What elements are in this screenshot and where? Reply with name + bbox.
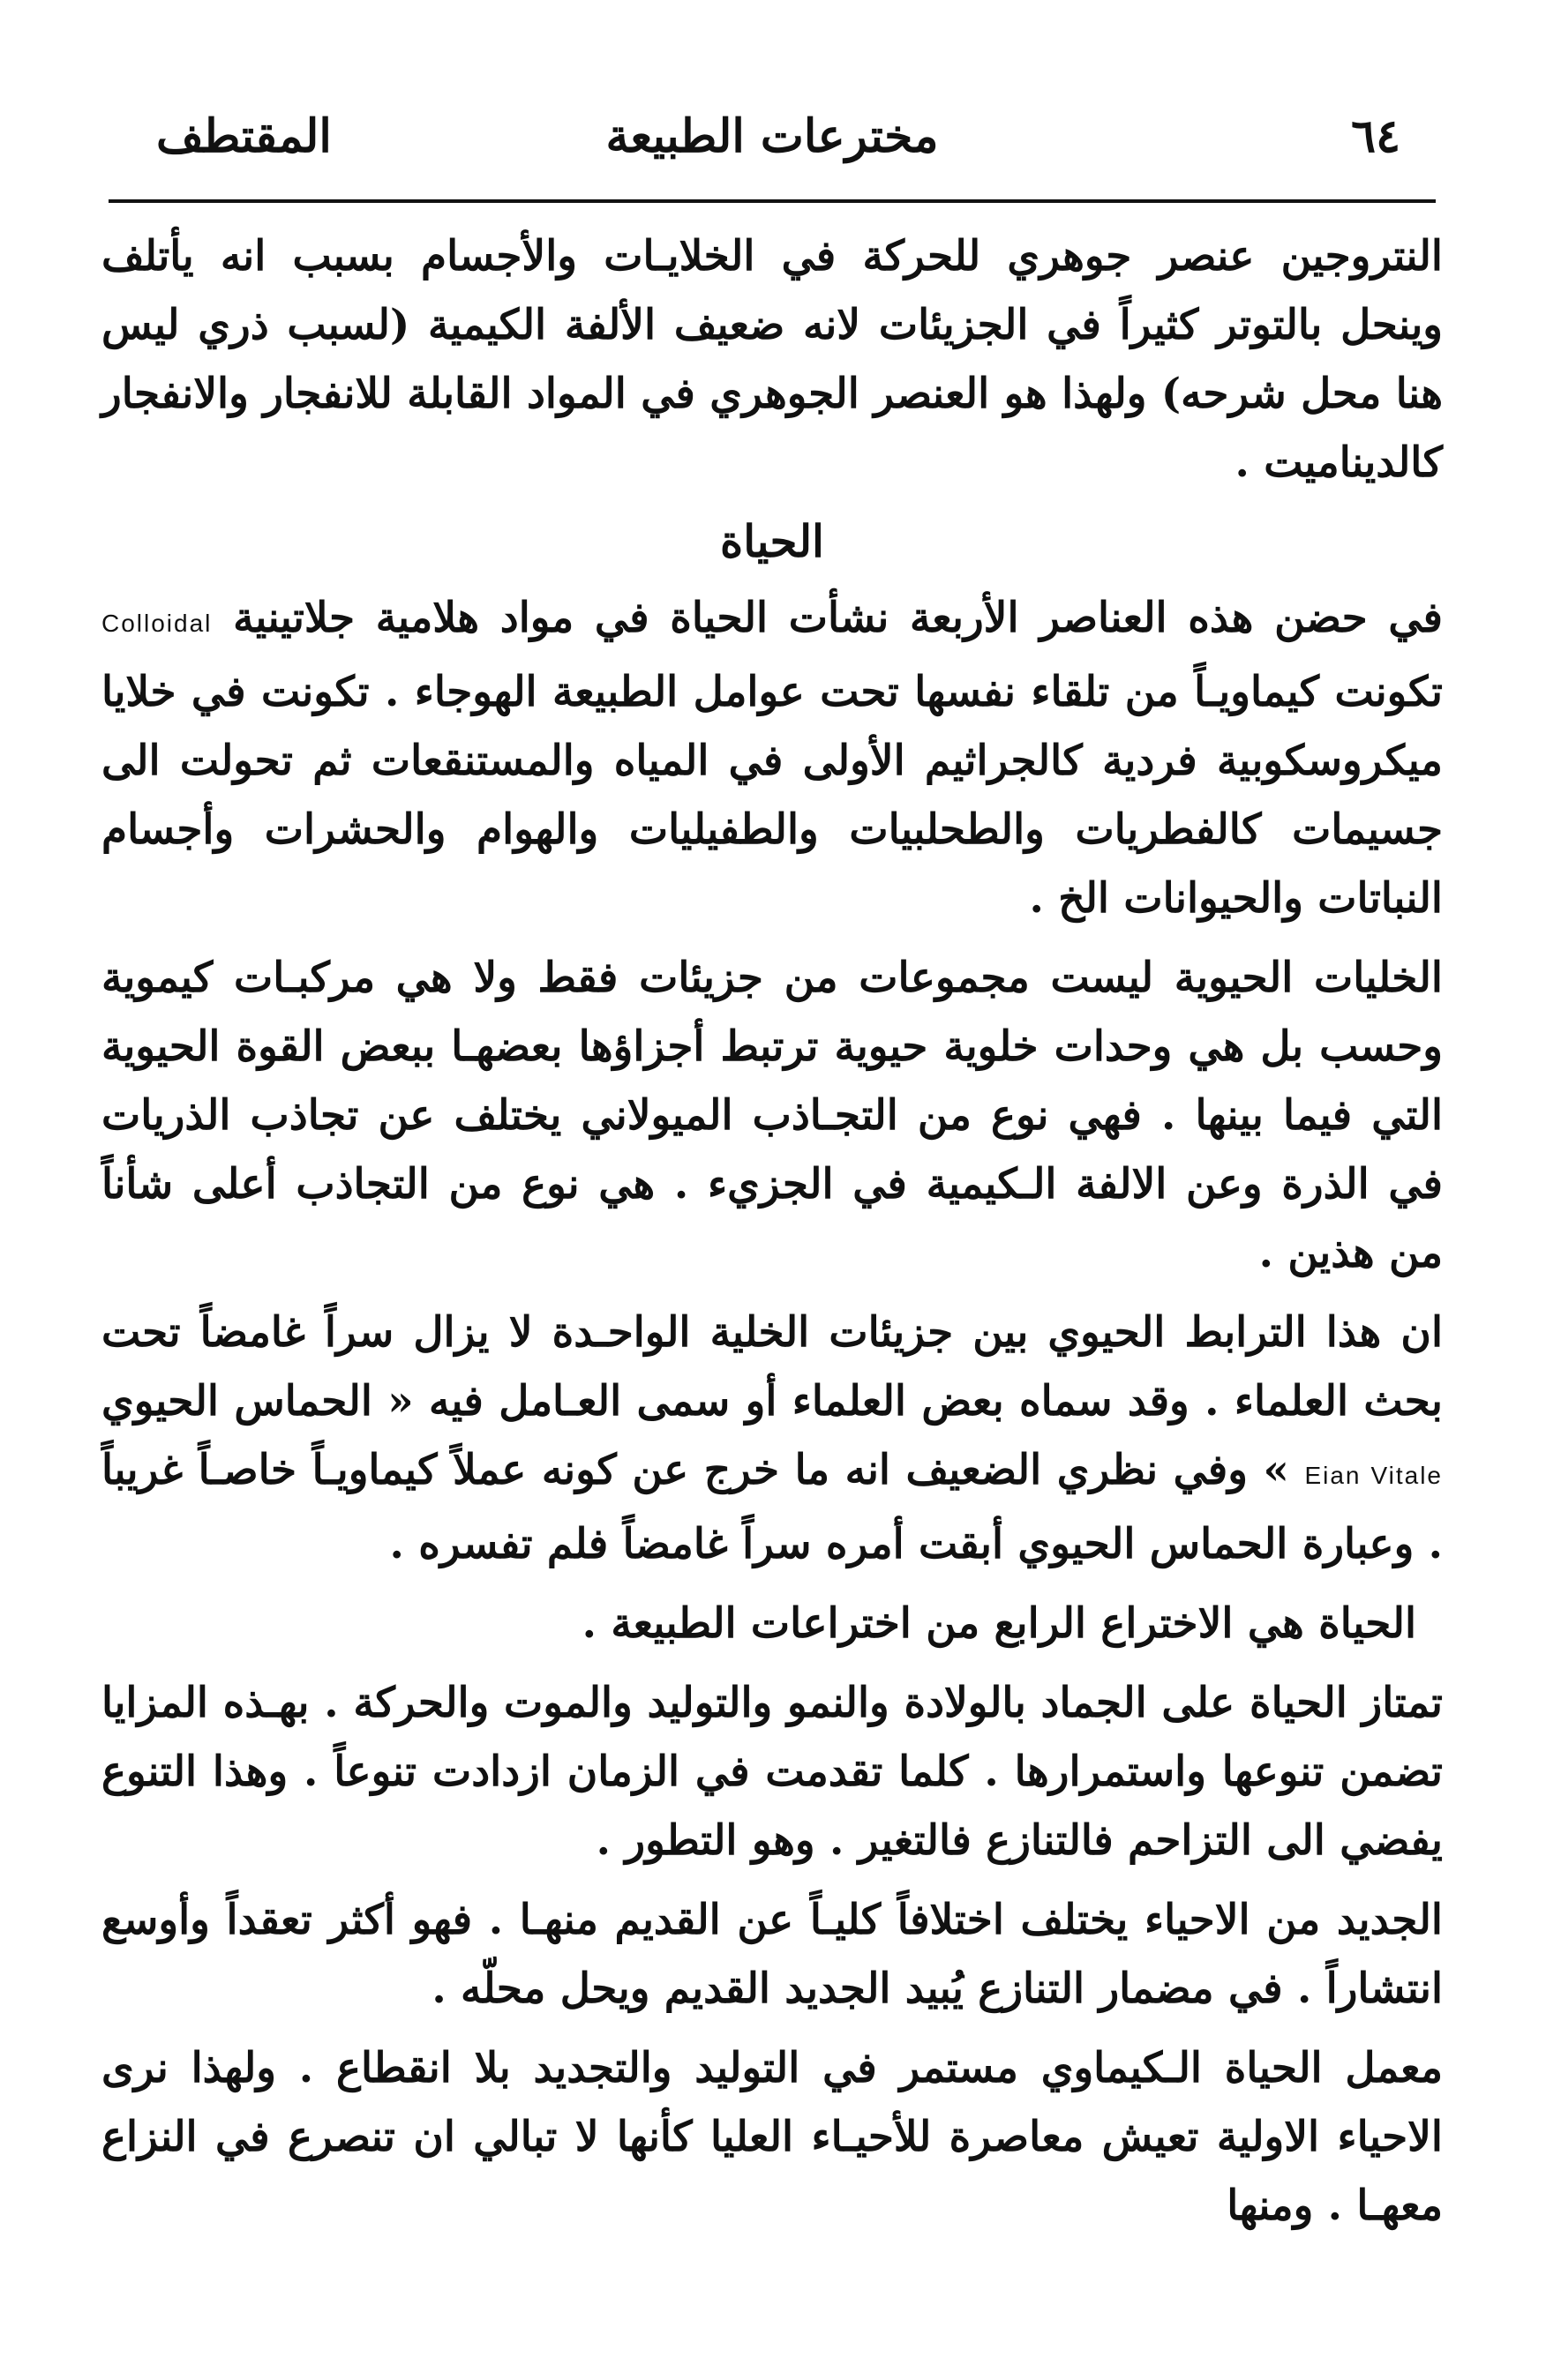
article-body [101, 222, 1443, 2241]
latin-term-colloidal: Colloidal [101, 610, 213, 637]
paragraph-origin-of-life [101, 584, 1443, 933]
latin-term-elan-vitale: Eian Vitale [1304, 1462, 1443, 1489]
header-rule [109, 199, 1436, 203]
running-title: مخترعات الطبيعة [605, 109, 939, 163]
paragraph-vital-text-1: ان هذا الترابط الحيوي بين جزيئات الخلية الواحـدة لا يزال سراً غامضاً تحت بحث العلماء . وقد سماه بعض العلماء أو سمى العـامل فيه « الحماس الحيوي [101, 1308, 1443, 1426]
paragraph-vital-text-2: » وفي نظري الضعيف انه ما خرج عن كونه عملاً كيماويـاً خاصـاً غريباً . وعبارة الحماس الحيوي أبقت أمره سراً غامضاً فلم تفسره . [101, 1446, 1443, 1568]
paragraph-new-organisms: الجديد من الاحياء يختلف اختلافاً كليـاً عن القديم منهـا . فهو أكثر تعقداً وأوسع انتشاراً . في مضمار التنازع يُبيد الجديد القديم ويحل محلّه . [101, 1896, 1443, 2013]
document-page [101, 106, 1443, 2329]
paragraph-origin-text-1: في حضن هذه العناصر الأربعة نشأت الحياة في مواد هلامية جلاتينية [233, 594, 1443, 642]
paragraph-chemical-lab: معمل الحياة الـكيماوي مستمر في التوليد والتجديد بلا انقطاع . ولهذا نرى الاحياء الاولية تعيش معاصرة للأحيـاء العليا كأنها لا تبالي ان تنصرع في النزاع معهـا . ومنها [101, 2044, 1443, 2230]
paragraph-life-traits: تمتاز الحياة على الجماد بالولادة والنمو والتوليد والموت والحركة . بهـذه المزايا تضمن تنوعها واستمرارها . كلما تقدمت في الزمان ازدادت تنوعاً . وهذا التنوع يفضي الى التزاحم فالتنازع فالتغير . وهو التطور . [101, 1679, 1443, 1865]
page-header [101, 106, 1443, 175]
paragraph-living-cells: الخليات الحيوية ليست مجموعات من جزيئات فقط ولا هي مركبـات كيموية وحسب بل هي وحدات خلوية حيوية ترتبط أجزاؤها بعضهـا ببعض القوة الحيوية التي فيما بينها . فهي نوع من التجـاذب الميولاني يختلف عن تجاذب الذريات في الذرة وعن الالفة الـكيمية في الجزيء . هي نوع من التجاذب أعلى شأناً من هذين . [101, 954, 1443, 1277]
section-heading-life: الحياة [720, 515, 824, 567]
journal-name: المقتطف [156, 109, 332, 163]
page-number: ٦٤ [1351, 109, 1400, 163]
paragraph-vital-bond [101, 1299, 1443, 1579]
paragraph-origin-text-2: تكونت كيماويـاً من تلقاء نفسها تحت عوامل الطبيعة الهوجاء . تكونت في خلايا ميكروسكوبية فردية كالجراثيم الأولى في المياه والمستنقعات ثم تحولت الى جسيمات كالفطريات والطحلبيات والطفيليات والهوام والحشرات وأجسام النباتات والحيوانات الخ . [101, 668, 1443, 923]
paragraph-nitrogen: النتروجين عنصر جوهري للحركة في الخلايـات والأجسام بسبب انه يأتلف وينحل بالتوتر كثيراً في الجزيئات لانه ضعيف الألفة الكيمية (لسبب ذري ليس هنا محل شرحه) ولهذا هو العنصر الجوهري في المواد القابلة للانفجار والانفجار كالديناميت . [101, 232, 1443, 487]
paragraph-fourth-invention: الحياة هي الاختراع الرابع من اختراعات الطبيعة . [582, 1599, 1416, 1648]
